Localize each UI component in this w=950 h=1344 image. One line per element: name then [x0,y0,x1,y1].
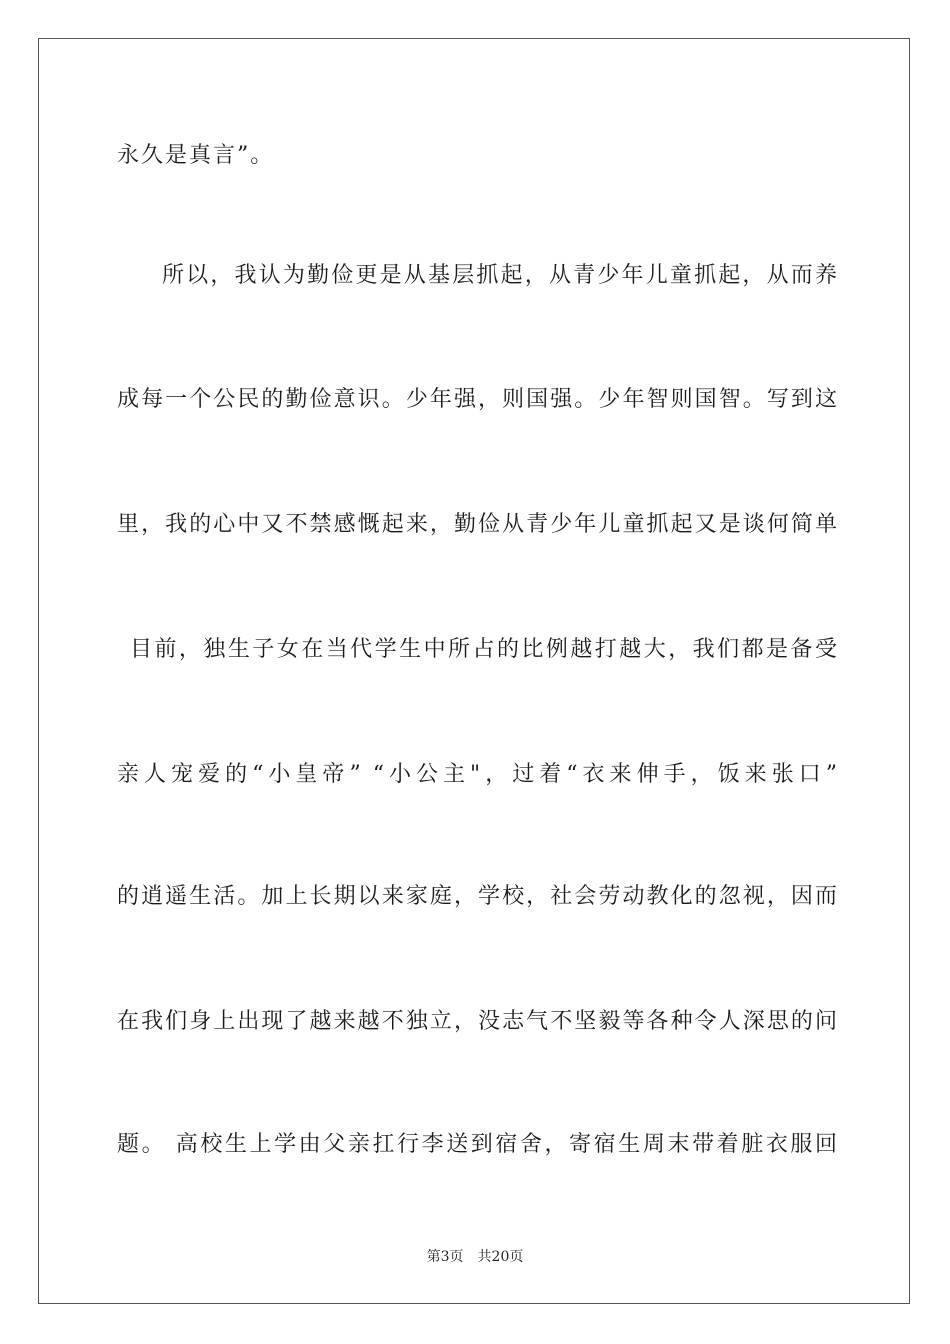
body-text-line: 的逍遥生活。加上长期以来家庭，学校，社会劳动教化的忽视，因而 [117,884,837,909]
body-text-line: 所以，我认为勤俭更是从基层抓起，从青少年儿童抓起，从而养 [162,263,837,288]
page-footer [0,1248,950,1266]
body-text-line: 题。 高校生上学由父亲扛行李送到宿舍，寄宿生周末带着脏衣服回 [117,1132,837,1157]
page-border [38,38,910,1304]
body-text-line: 里，我的心中又不禁感慨起来，勤俭从青少年儿童抓起又是谈何简单 [117,512,837,537]
body-text-line: 永久是真言”。 [117,143,275,168]
body-text-line: 在我们身上出现了越来越不独立，没志气不坚毅等各种令人深思的问 [117,1009,837,1034]
body-text-line: 目前，独生子女在当代学生中所占的比例越打越大，我们都是备受 [130,637,837,662]
body-text-line: 亲人宠爱的“小皇帝” “小公主"，过着“衣来伸手，饭来张口” [117,762,837,787]
page-number-total: 共20页 [477,1249,524,1265]
page-number-current: 第3页 [426,1249,464,1265]
body-text-line: 成每一个公民的勤俭意识。少年强，则国强。少年智则国智。写到这 [117,387,837,412]
